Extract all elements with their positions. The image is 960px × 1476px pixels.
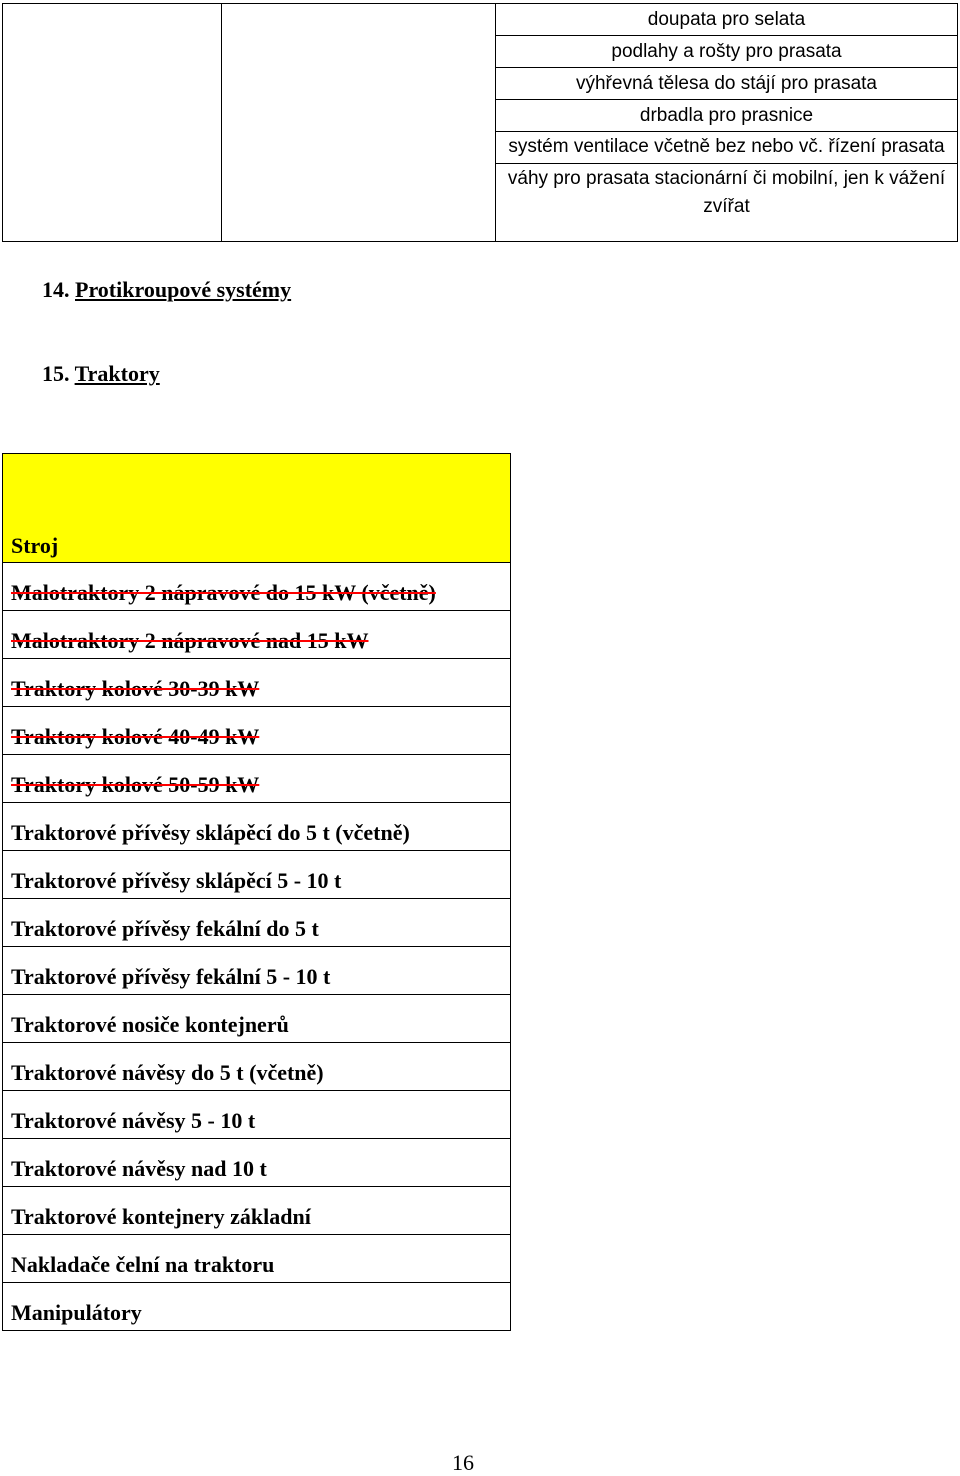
machine-cell	[3, 1235, 511, 1283]
machine-row	[3, 1139, 511, 1187]
machine-row	[3, 1283, 511, 1331]
machine-row	[3, 611, 511, 659]
machine-cell	[3, 1091, 511, 1139]
equipment-item: drbadla pro prasnice	[496, 100, 957, 132]
machine-label: Traktorové přívěsy fekální 5 - 10 t	[11, 964, 331, 989]
machine-cell	[3, 1283, 511, 1331]
column-header-stroj: Stroj	[3, 454, 511, 563]
machine-row	[3, 803, 511, 851]
machine-label: Traktorové přívěsy fekální do 5 t	[11, 916, 319, 941]
machine-label-struck: Traktory kolové 50-59 kW	[11, 772, 260, 797]
machine-cell	[3, 611, 511, 659]
machine-table	[2, 453, 511, 1331]
machine-label: Traktorové přívěsy sklápěcí do 5 t (včetně)	[11, 820, 410, 845]
machine-row	[3, 947, 511, 995]
section-number: 15.	[42, 361, 70, 386]
machine-cell	[3, 899, 511, 947]
machine-row	[3, 851, 511, 899]
machine-label: Traktorové nosiče kontejnerů	[11, 1012, 289, 1037]
machine-row	[3, 659, 511, 707]
section-heading-15	[42, 361, 160, 387]
machine-label: Traktorové návěsy 5 - 10 t	[11, 1108, 256, 1133]
machine-row	[3, 707, 511, 755]
machine-cell	[3, 803, 511, 851]
machine-cell	[3, 947, 511, 995]
machine-cell	[3, 707, 511, 755]
machine-row	[3, 899, 511, 947]
machine-row	[3, 1043, 511, 1091]
machine-label: Traktorové přívěsy sklápěcí 5 - 10 t	[11, 868, 342, 893]
machine-cell	[3, 995, 511, 1043]
section-title: Protikroupové systémy	[75, 277, 292, 302]
equipment-item: podlahy a rošty pro prasata	[496, 36, 957, 68]
section-heading-14	[42, 277, 291, 303]
machine-label: Manipulátory	[11, 1300, 142, 1325]
empty-cell	[222, 4, 496, 242]
equipment-item: váhy pro prasata stacionární či mobilní, jen k vážení zvířat	[507, 168, 946, 217]
section-number: 14.	[42, 277, 70, 302]
machine-cell	[3, 1139, 511, 1187]
machine-cell	[3, 851, 511, 899]
machine-cell	[3, 1043, 511, 1091]
machine-row	[3, 563, 511, 611]
machine-cell	[3, 659, 511, 707]
machine-label: Traktorové návěsy nad 10 t	[11, 1156, 267, 1181]
machine-label: Traktorové kontejnery základní	[11, 1204, 311, 1229]
machine-label: Nakladače čelní na traktoru	[11, 1252, 275, 1277]
page-number: 16	[452, 1450, 474, 1475]
machine-row	[3, 755, 511, 803]
machine-label-struck: Malotraktory 2 nápravové do 15 kW (včetně)	[11, 580, 436, 605]
machine-cell	[3, 755, 511, 803]
machine-cell	[3, 1187, 511, 1235]
section-title: Traktory	[74, 361, 160, 386]
equipment-item: systém ventilace včetně bez nebo vč. řízení prasata	[496, 132, 957, 164]
equipment-item: doupata pro selata	[496, 4, 957, 36]
machine-table-header-row	[3, 454, 511, 563]
empty-cell	[3, 4, 222, 242]
machine-cell	[3, 563, 511, 611]
equipment-table	[2, 3, 958, 242]
machine-row	[3, 1091, 511, 1139]
machine-row	[3, 1187, 511, 1235]
machine-label-struck: Traktory kolové 30-39 kW	[11, 676, 260, 701]
equipment-list-cell	[496, 4, 958, 242]
equipment-item: výhřevná tělesa do stájí pro prasata	[496, 68, 957, 100]
machine-label-struck: Malotraktory 2 nápravové nad 15 kW	[11, 628, 369, 653]
machine-row	[3, 1235, 511, 1283]
machine-label-struck: Traktory kolové 40-49 kW	[11, 724, 260, 749]
machine-label: Traktorové návěsy do 5 t (včetně)	[11, 1060, 324, 1085]
machine-row	[3, 995, 511, 1043]
